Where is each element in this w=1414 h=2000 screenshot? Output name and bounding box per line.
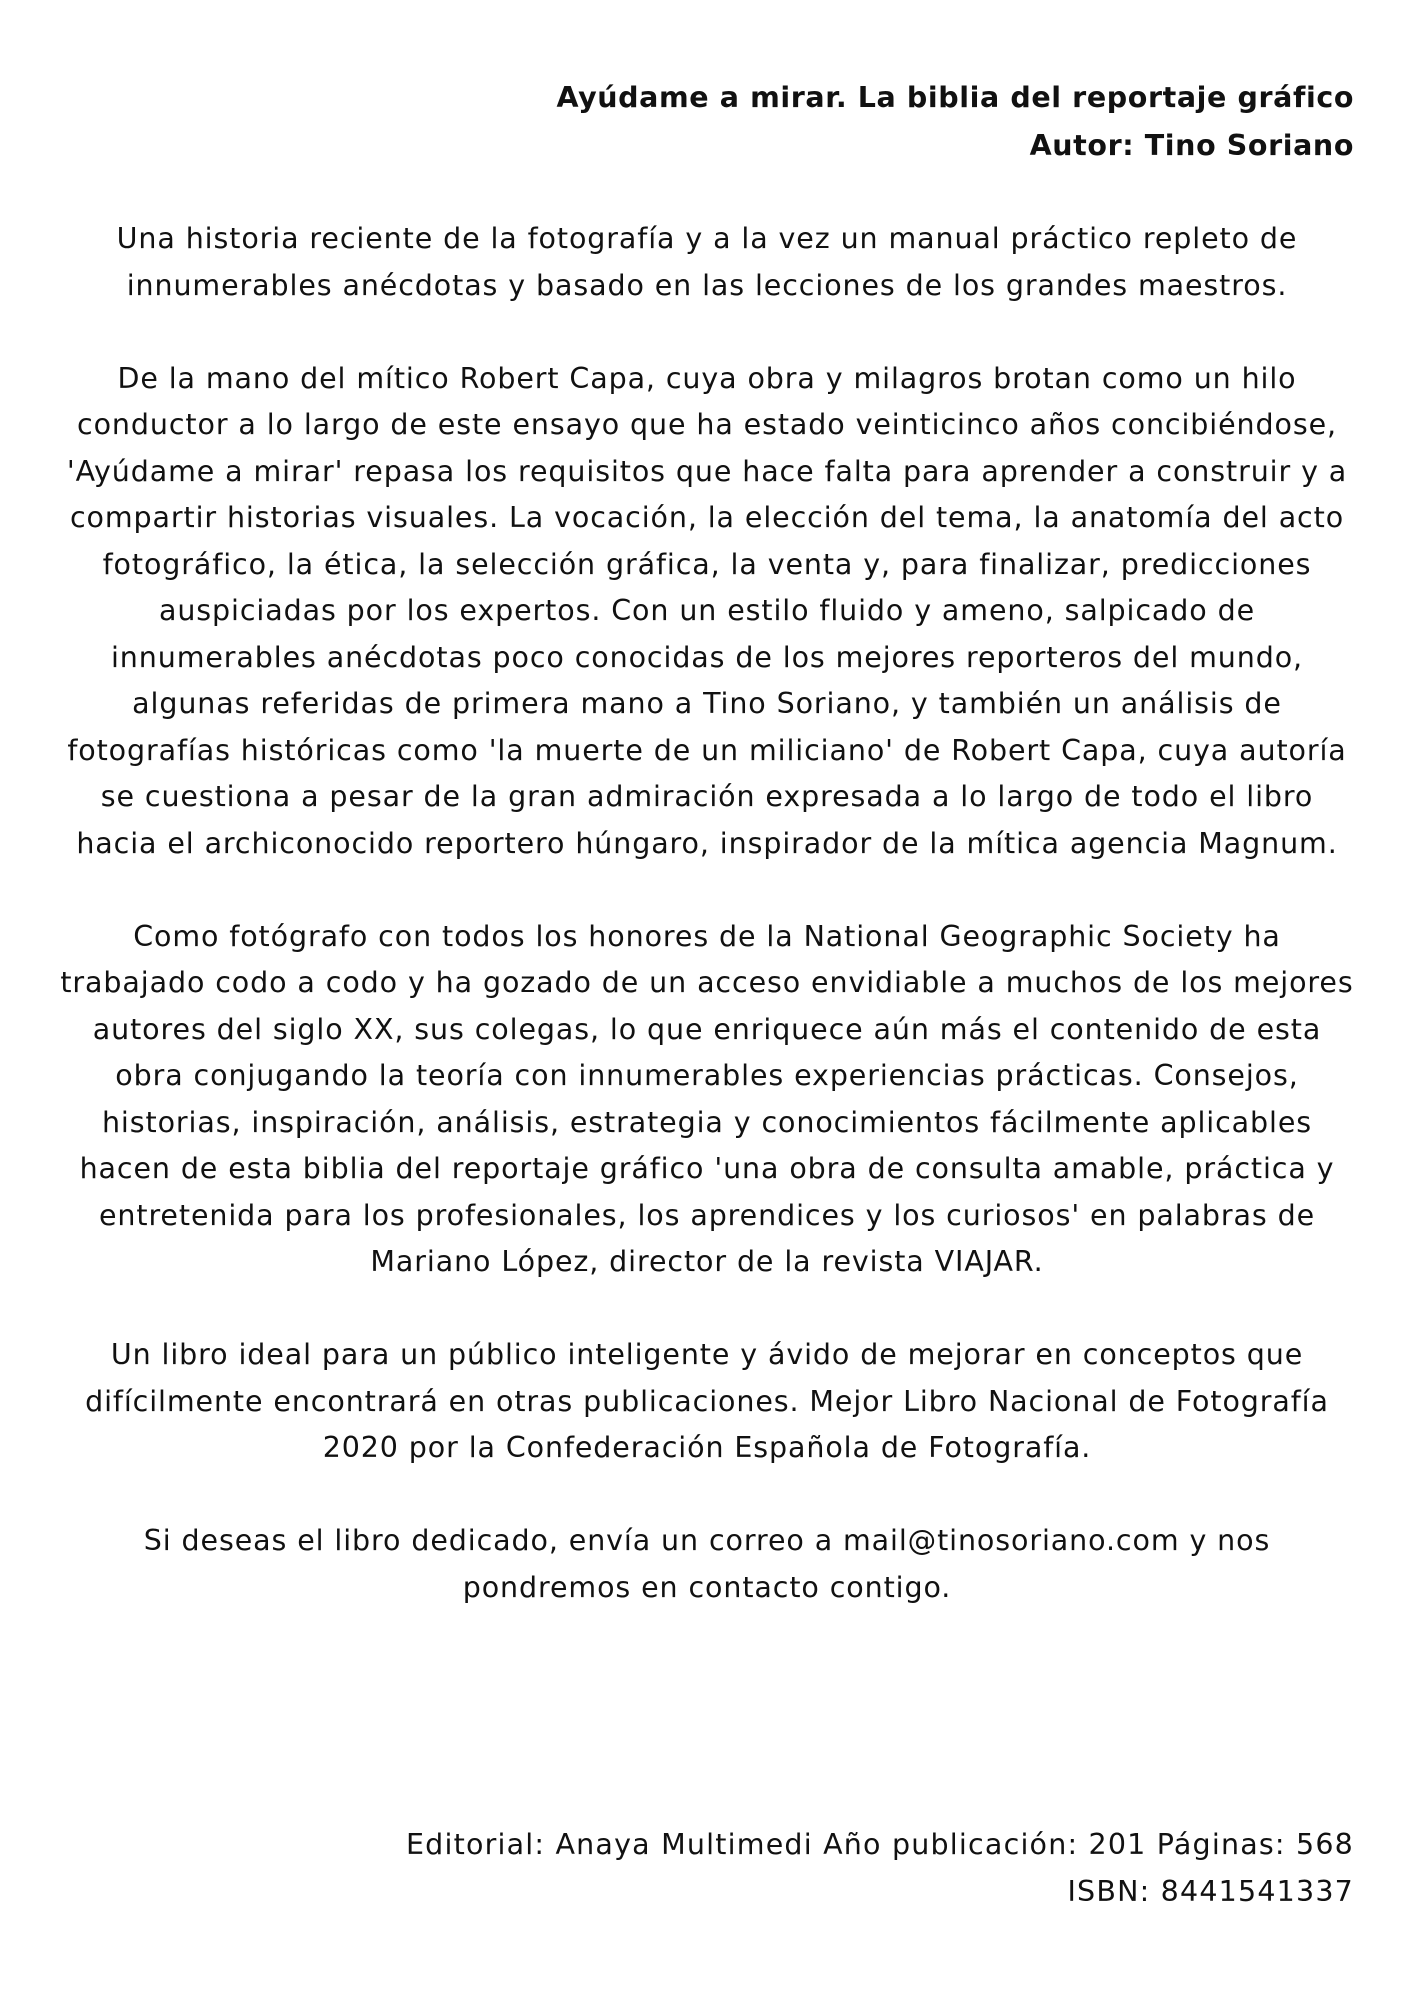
book-details (406, 1822, 1354, 1915)
book-header (60, 74, 1354, 170)
isbn: ISBN: 8441541337 (1067, 1874, 1354, 1908)
description-paragraph-award: Un libro ideal para un público inteligente y ávido de mejorar en conceptos que difícilmente encontrará en otras publicaciones. Mejor Libro Nacional de Fotografía 2020 por la Confederación Española de Fotografía. (85, 1338, 1329, 1464)
description-paragraph-contact: Si deseas el libro dedicado, envía un correo a mail@tinosoriano.com y nos pondremos en contacto contigo. (143, 1524, 1271, 1604)
description-paragraph-intro: Una historia reciente de la fotografía y a la vez un manual práctico repleto de innumerables anécdotas y basado en las lecciones de los grandes maestros. (116, 222, 1298, 302)
description-paragraph-content: De la mano del mítico Robert Capa, cuya obra y milagros brotan como un hilo conductor a lo largo de este ensayo que ha estado veinticinco años concibiéndose, 'Ayúdame a mirar' repasa los requisitos que hace falta para aprender a construir y a compartir historias visuales. La vocación, la elección del tema, la anatomía del acto fotográfico, la ética, la selección gráfica, la venta y, para finalizar, predicciones auspiciadas por los expertos. Con un estilo fluido y ameno, salpicado de innumerables anécdotas poco conocidas de los mejores reporteros del mundo, algunas referidas de primera mano a Tino Soriano, y también un análisis de fotografías históricas como 'la muerte de un miliciano' de Robert Capa, cuya autoría se cuestiona a pesar de la gran admiración expresada a lo largo de todo el libro hacia el archiconocido reportero húngaro, inspirador de la mítica agencia Magnum. (66, 361, 1348, 860)
book-title: Ayúdame a mirar. La biblia del reportaje gráfico (556, 81, 1354, 114)
book-author: Autor: Tino Soriano (1029, 129, 1354, 162)
description-paragraph-author-background: Como fotógrafo con todos los honores de la National Geographic Society ha trabajado codo a codo y ha gozado de un acceso envidiable a muchos de los mejores autores del siglo XX, sus colegas, lo que enriquece aún más el contenido de esta obra conjugando la teoría con innumerables experiencias prácticas. Consejos, historias, inspiración, análisis, estrategia y conocimientos fácilmente aplicables hacen de esta biblia del reportaje gráfico 'una obra de consulta amable, práctica y entretenida para los profesionales, los aprendices y los curiosos' en palabras de Mariano López, director de la revista VIAJAR. (60, 919, 1354, 1278)
book-description (60, 216, 1354, 1611)
publisher-info: Editorial: Anaya Multimedi Año publicación: 201 Páginas: 568 (405, 1828, 1354, 1861)
